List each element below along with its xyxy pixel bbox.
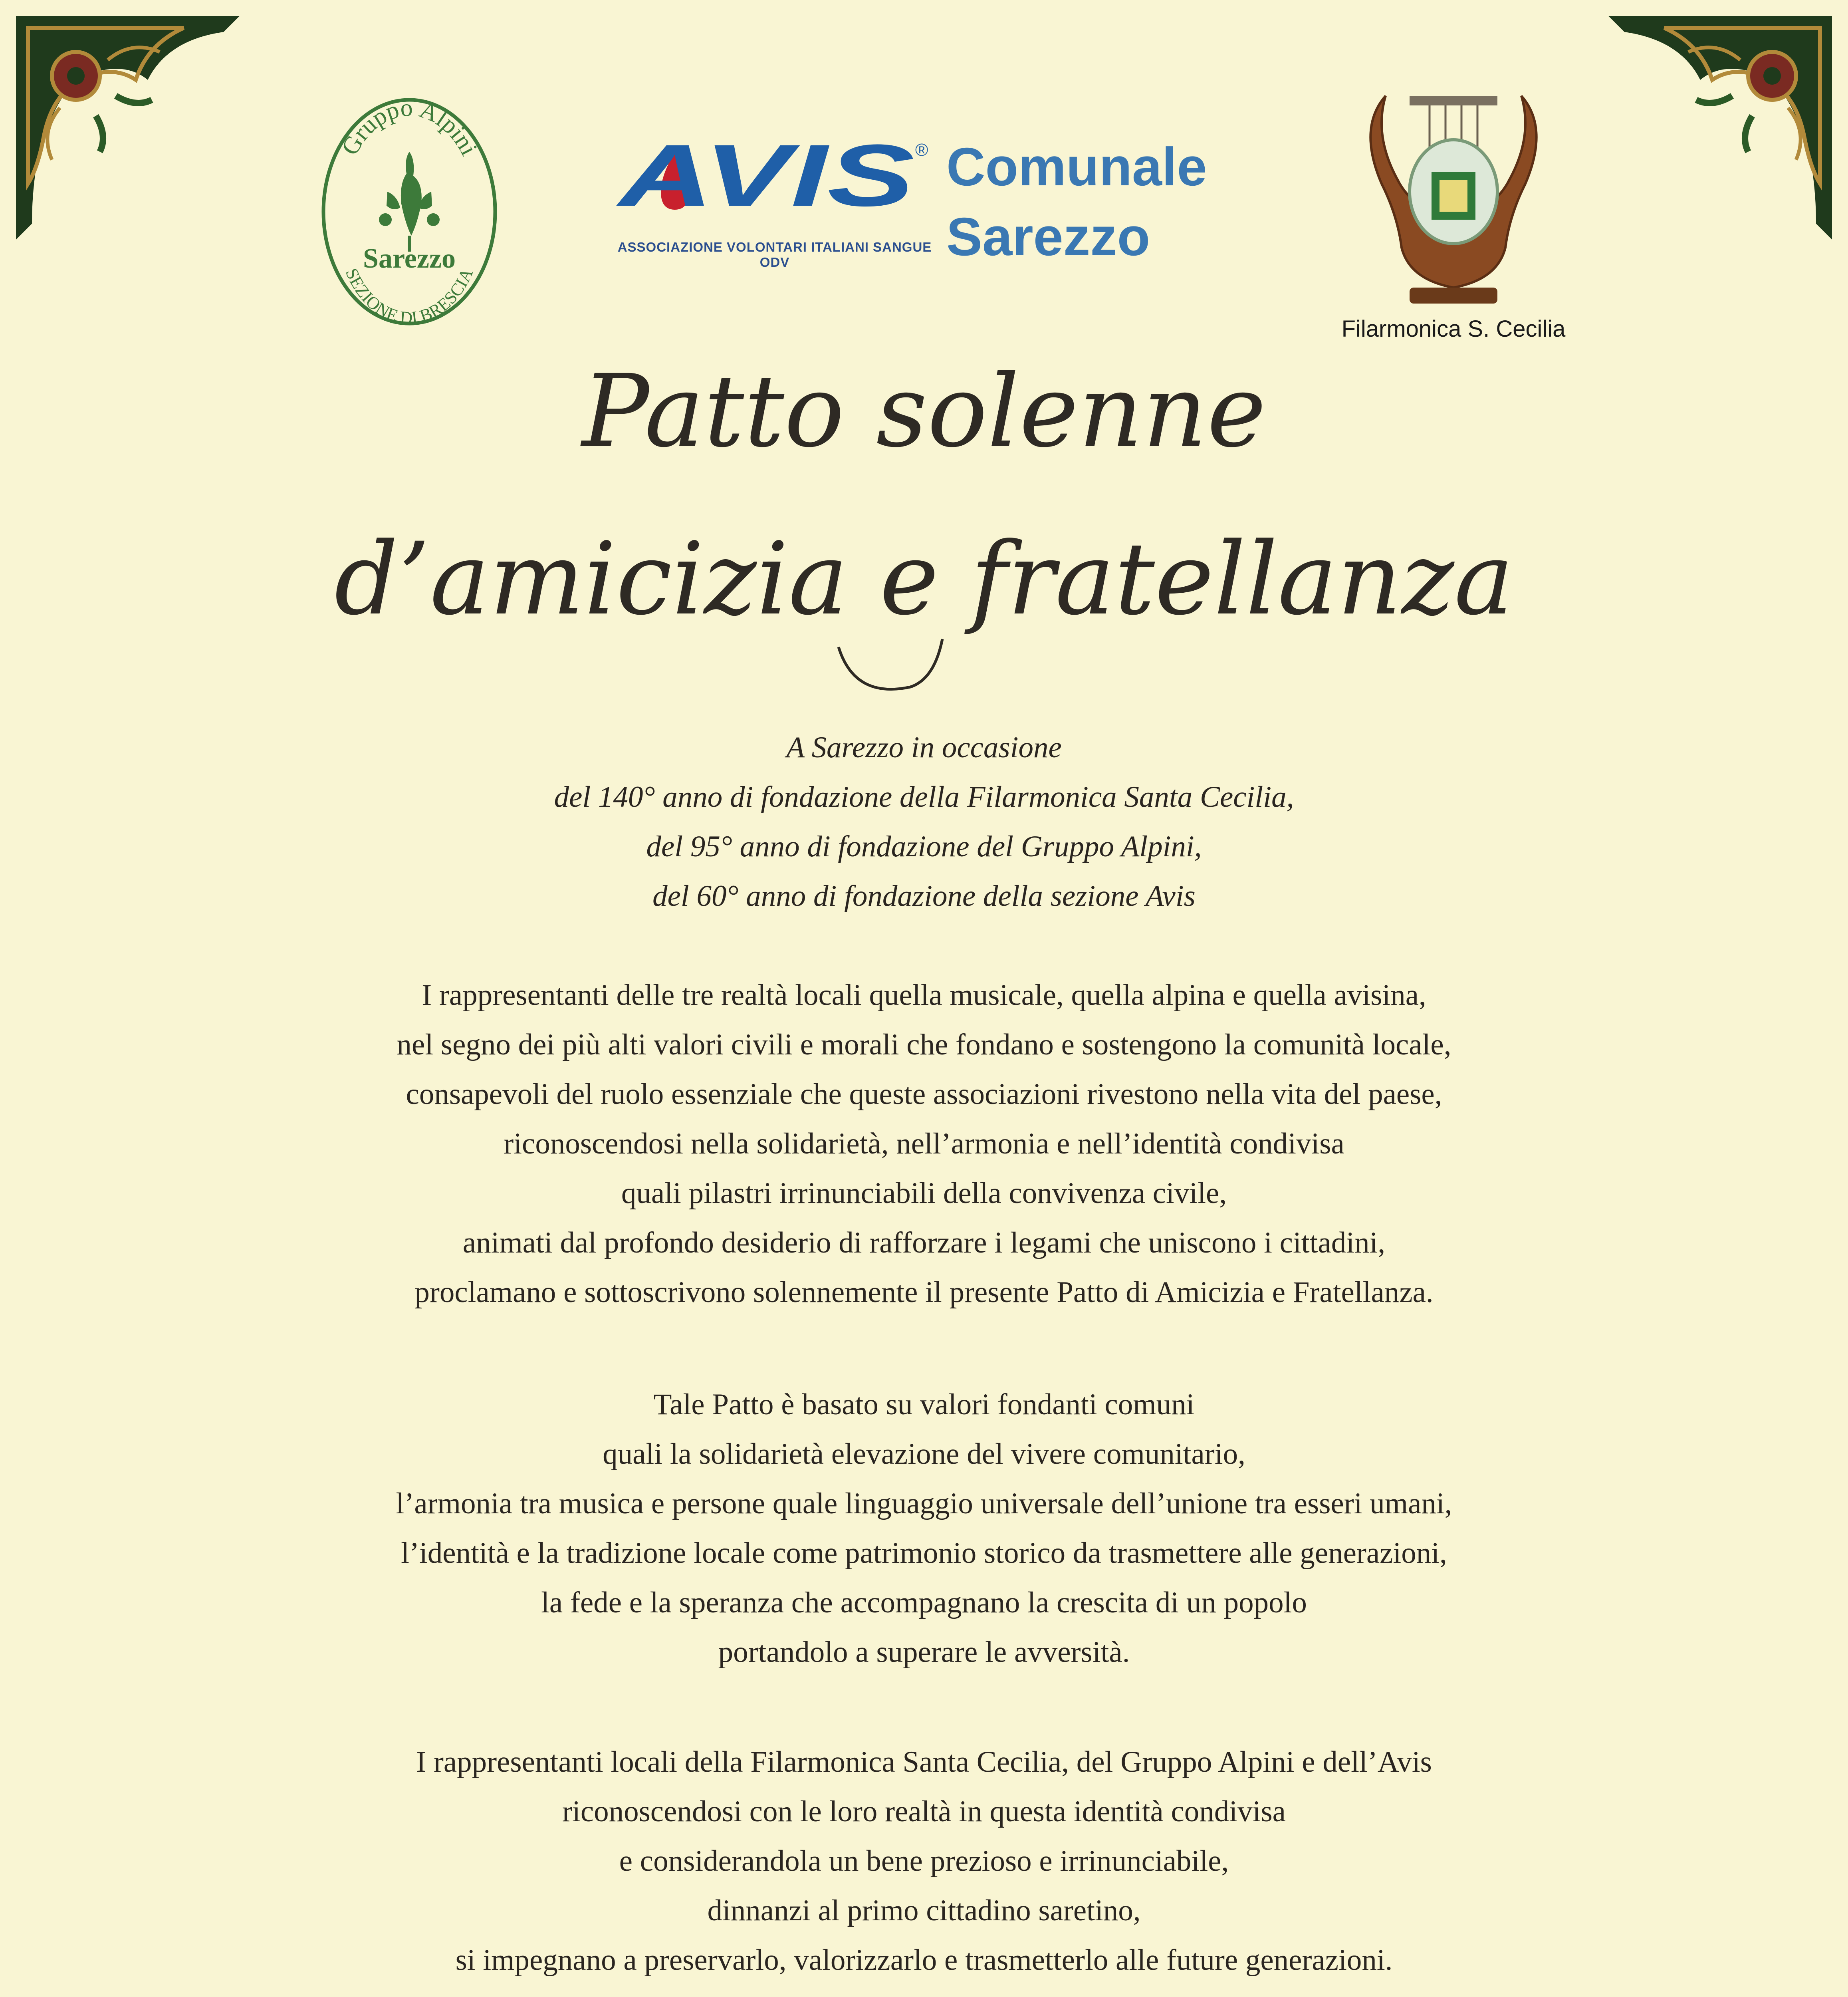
paragraph-commitment	[0, 1737, 1848, 1985]
avis-comunale-name	[946, 132, 1207, 272]
eagle-edelweiss-icon	[379, 152, 440, 252]
avis-name-line1: Comunale	[946, 137, 1207, 197]
avis-subtitle: ASSOCIAZIONE VOLONTARI ITALIANI SANGUE ODV	[617, 240, 932, 270]
intro-line: del 140° anno di fondazione della Filarmonica Santa Cecilia,	[554, 780, 1294, 814]
intro-line: A Sarezzo in occasione	[786, 731, 1062, 764]
title-swash-icon	[831, 631, 950, 703]
avis-registered-mark: ®	[915, 140, 928, 160]
paragraph-line: l’identità e la tradizione locale come patrimonio storico da trasmettere alle generazioni,	[401, 1536, 1447, 1570]
paragraph-line: dinnanzi al primo cittadino saretino,	[707, 1894, 1141, 1927]
intro-line: del 60° anno di fondazione della sezione Avis	[652, 879, 1196, 913]
intro-line: del 95° anno di fondazione del Gruppo Alpini,	[646, 830, 1202, 863]
gruppo-alpini-logo	[315, 92, 503, 332]
paragraph-representatives	[0, 971, 1848, 1317]
lyre-icon	[1350, 80, 1557, 320]
paragraph-line: portandolo a superare le avversità.	[718, 1636, 1130, 1669]
avis-mark-text: AVIS	[616, 126, 914, 224]
paragraph-line: proclamano e sottoscrivono solennemente il presente Patto di Amicizia e Fratellanza.	[414, 1276, 1434, 1309]
alpini-logo-bottom-text: SEZIONE DI BRESCIA	[341, 265, 477, 328]
paragraph-line: riconoscendosi con le loro realtà in questa identità condivisa	[562, 1795, 1286, 1828]
corner-ornament-top-right	[1608, 16, 1832, 240]
svg-text:SEZIONE DI BRESCIA	[342, 265, 477, 328]
intro-occasion	[0, 723, 1848, 921]
title-line-1: Patto solenne	[582, 353, 1266, 469]
paragraph-line: I rappresentanti delle tre realtà locali quella musicale, quella alpina e quella avisina,	[422, 979, 1426, 1012]
filarmonica-logo	[1350, 80, 1557, 320]
paragraph-line: nel segno dei più alti valori civili e morali che fondano e sostengono la comunità locale,	[397, 1028, 1451, 1061]
paragraph-line: quali pilastri irrinunciabili della convivenza civile,	[621, 1177, 1227, 1210]
paragraph-line: I rappresentanti locali della Filarmonica Santa Cecilia, del Gruppo Alpini e dell’Avis	[416, 1745, 1432, 1779]
alpini-logo-center-text: Sarezzo	[363, 243, 456, 274]
paragraph-line: consapevoli del ruolo essenziale che queste associazioni rivestono nella vita del paese,	[406, 1078, 1442, 1111]
paragraph-line: riconoscendosi nella solidarietà, nell’armonia e nell’identità condivisa	[504, 1127, 1344, 1160]
alpini-logo-top-text: Gruppo Alpini	[336, 94, 483, 160]
avis-logo	[615, 126, 1270, 270]
corner-ornament-top-left	[16, 16, 240, 240]
paragraph-line: si impegnano a preservarlo, valorizzarlo e trasmetterlo alle future generazioni.	[455, 1943, 1393, 1977]
title-line-2: d’amicizia e fratellanza	[334, 521, 1514, 637]
avis-mark-icon	[615, 126, 928, 224]
paragraph-line: la fede e la speranza che accompagnano la crescita di un popolo	[541, 1586, 1307, 1619]
paragraph-line: l’armonia tra musica e persone quale linguaggio universale dell’unione tra esseri umani,	[396, 1487, 1452, 1520]
paragraph-line: e considerandola un bene prezioso e irrinunciabile,	[619, 1844, 1229, 1878]
paragraph-values	[0, 1380, 1848, 1677]
paragraph-line: Tale Patto è basato su valori fondanti comuni	[653, 1388, 1195, 1421]
avis-name-line2: Sarezzo	[946, 206, 1150, 267]
filarmonica-label: Filarmonica S. Cecilia	[1341, 316, 1566, 342]
paragraph-line: animati dal profondo desiderio di rafforzare i legami che uniscono i cittadini,	[462, 1226, 1386, 1259]
paragraph-line: quali la solidarietà elevazione del vivere comunitario,	[603, 1437, 1245, 1471]
svg-text:Gruppo Alpini	[336, 94, 483, 160]
